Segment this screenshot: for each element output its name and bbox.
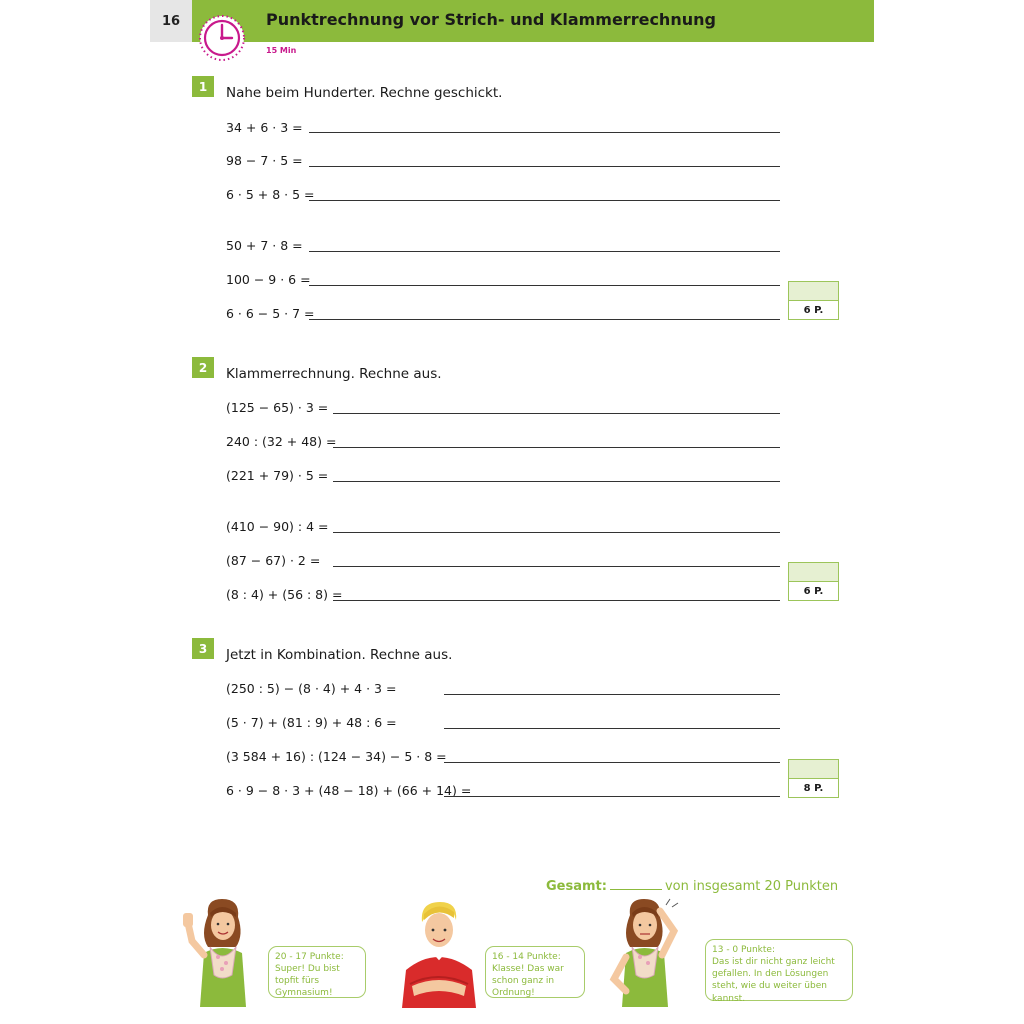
answer-line[interactable] [333,600,780,601]
score-entry[interactable] [789,760,838,779]
answer-line[interactable] [333,566,780,567]
task-label: 50 + 7 · 8 = [226,238,303,253]
task-label: (5 · 7) + (81 : 9) + 48 : 6 = [226,715,397,730]
task-label: (221 + 79) · 5 = [226,468,329,483]
answer-line[interactable] [333,447,780,448]
exercise-title: Jetzt in Kombination. Rechne aus. [226,647,453,663]
task-label: 240 : (32 + 48) = [226,434,337,449]
total-label: Gesamt: [546,879,607,894]
clock-icon [197,13,247,63]
feedback-bubble [705,939,853,1004]
score-box[interactable] [788,562,839,601]
total-suffix: von insgesamt 20 Punkten [664,879,839,894]
score-entry[interactable] [789,563,838,582]
task-label: (87 − 67) · 2 = [226,553,321,568]
answer-line[interactable] [333,481,780,482]
answer-line[interactable] [444,796,780,797]
feedback-range: 20 - 17 Punkte: [275,952,344,962]
answer-line[interactable] [333,413,780,414]
task-label: 6 · 9 − 8 · 3 + (48 − 18) + (66 + 14) = [226,783,472,798]
score-box[interactable] [788,759,839,798]
answer-line[interactable] [309,251,780,252]
girl-thumbs-up-illustration [178,895,258,1007]
task-label: (8 : 4) + (56 : 8) = [226,587,343,602]
time-label: 15 Min [266,46,297,55]
answer-line[interactable] [309,166,780,167]
score-points: 8 P. [789,779,838,797]
feedback-range: 13 - 0 Punkte: [712,945,775,955]
answer-line[interactable] [309,132,780,133]
task-label: 34 + 6 · 3 = [226,120,303,135]
girl-thinking-illustration [600,895,696,1007]
task-label: 6 · 6 − 5 · 7 = [226,306,315,321]
task-label: (410 − 90) : 4 = [226,519,329,534]
task-label: 100 − 9 · 6 = [226,272,311,287]
score-box[interactable] [788,281,839,320]
feedback-text: Das ist dir nicht ganz leicht gefallen. In den Lösungen steht, wie du weiter üben kannst. [712,957,835,1004]
answer-line[interactable] [444,762,780,763]
feedback-range: 16 - 14 Punkte: [492,952,561,962]
answer-line[interactable] [309,319,780,320]
exercise-number: 2 [192,357,214,378]
answer-line[interactable] [333,532,780,533]
task-label: 6 · 5 + 8 · 5 = [226,187,315,202]
task-label: (250 : 5) − (8 · 4) + 4 · 3 = [226,681,397,696]
boy-arms-crossed-illustration [398,900,480,1008]
page-title: Punktrechnung vor Strich- und Klammerrechnung [266,10,716,29]
feedback-text: Klasse! Das war schon ganz in Ordnung! [492,964,564,999]
score-points: 6 P. [789,301,838,319]
total-blank[interactable] [610,889,662,890]
answer-line[interactable] [309,285,780,286]
exercise-number: 1 [192,76,214,97]
page-number: 16 [150,0,192,42]
exercise-number: 3 [192,638,214,659]
total-score [546,879,838,894]
feedback-text: Super! Du bist topfit fürs Gymnasium! [275,964,340,999]
answer-line[interactable] [309,200,780,201]
feedback-bubble [268,946,366,998]
exercise-title: Klammerrechnung. Rechne aus. [226,366,442,382]
exercise-title: Nahe beim Hunderter. Rechne geschickt. [226,85,503,101]
task-label: 98 − 7 · 5 = [226,153,303,168]
score-entry[interactable] [789,282,838,301]
task-label: (125 − 65) · 3 = [226,400,329,415]
feedback-bubble [485,946,585,998]
answer-line[interactable] [444,694,780,695]
answer-line[interactable] [444,728,780,729]
task-label: (3 584 + 16) : (124 − 34) − 5 · 8 = [226,749,447,764]
score-points: 6 P. [789,582,838,600]
